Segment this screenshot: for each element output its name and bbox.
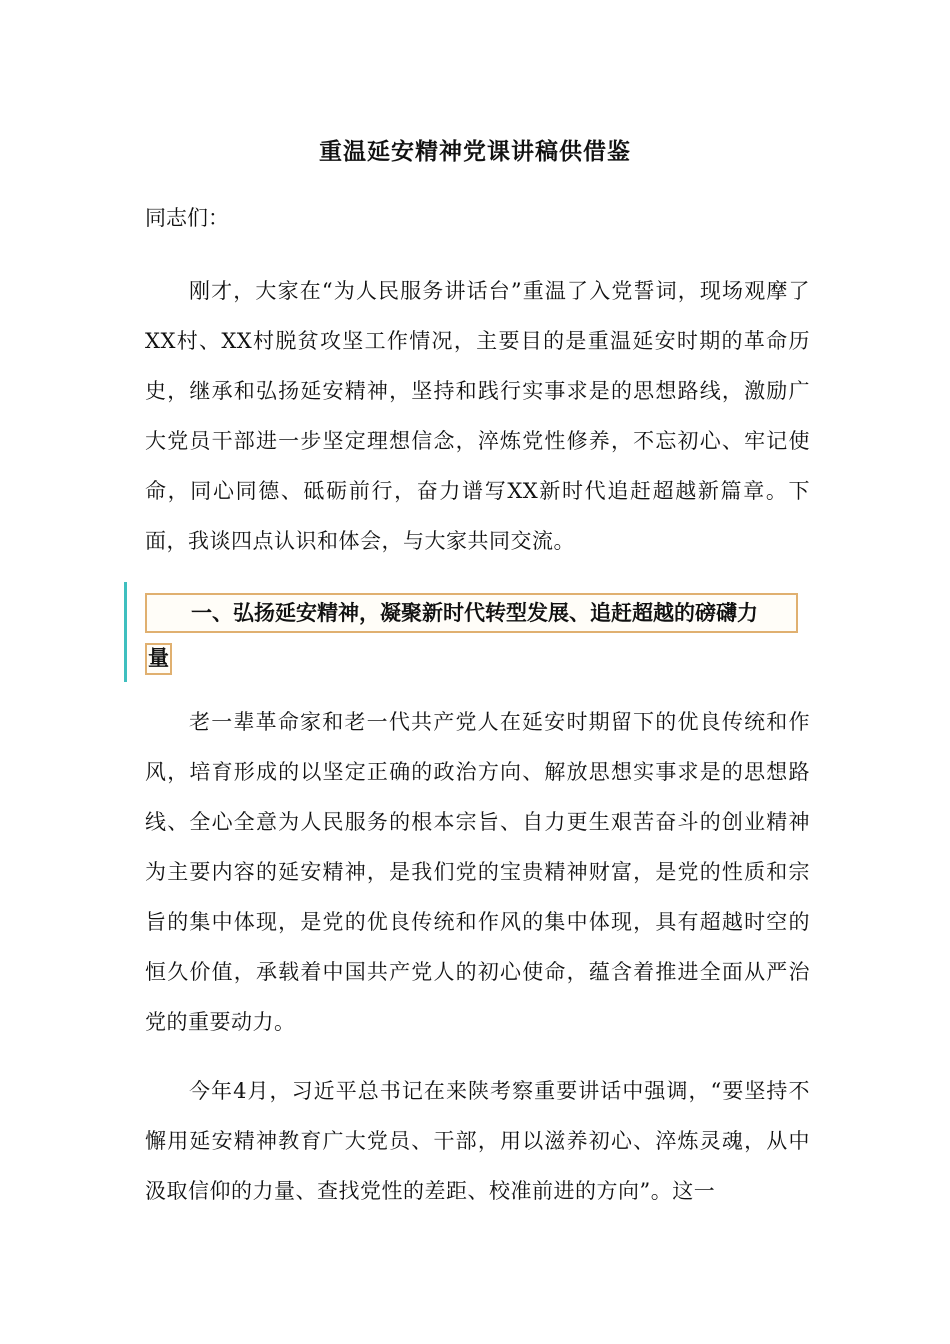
salutation: 同志们： bbox=[145, 206, 229, 230]
section-heading-1-line2: 量 bbox=[145, 643, 172, 675]
section-heading-1 bbox=[145, 587, 798, 683]
section-heading-1-line1: 一、弘扬延安精神，凝聚新时代转型发展、追赶超越的磅礴力 bbox=[145, 593, 798, 633]
document-title: 重温延安精神党课讲稿供借鉴 bbox=[319, 139, 631, 165]
paragraph-intro: 刚才，大家在“为人民服务讲话台”重温了入党誓词，现场观摩了XX村、XX村脱贫攻坚工作情况，主要目的是重温延安时期的革命历史，继承和弘扬延安精神，坚持和践行实事求是的思想路线，激励广大党员干部进一步坚定理想信念，淬炼党性修养，不忘初心、牢记使命，同心同德、砥砺前行，奋力谱写XX新时代追赶超越新篇章。下面，我谈四点认识和体会，与大家共同交流。 bbox=[145, 279, 810, 553]
paragraph-xi-speech: 今年4月，习近平总书记在来陕考察重要讲话中强调，“要坚持不懈用延安精神教育广大党员、干部，用以滋养初心、淬炼灵魂，从中汲取信仰的力量、查找党性的差距、校准前进的方向”。这一 bbox=[145, 1079, 810, 1203]
heading-marker-bar bbox=[124, 582, 127, 682]
paragraph-yanan-spirit: 老一辈革命家和老一代共产党人在延安时期留下的优良传统和作风，培育形成的以坚定正确的政治方向、解放思想实事求是的思想路线、全心全意为人民服务的根本宗旨、自力更生艰苦奋斗的创业精神为主要内容的延安精神，是我们党的宝贵精神财富，是党的性质和宗旨的集中体现，是党的优良传统和作风的集中体现，具有超越时空的恒久价值，承载着中国共产党人的初心使命，蕴含着推进全面从严治党的重要动力。 bbox=[145, 710, 810, 1034]
